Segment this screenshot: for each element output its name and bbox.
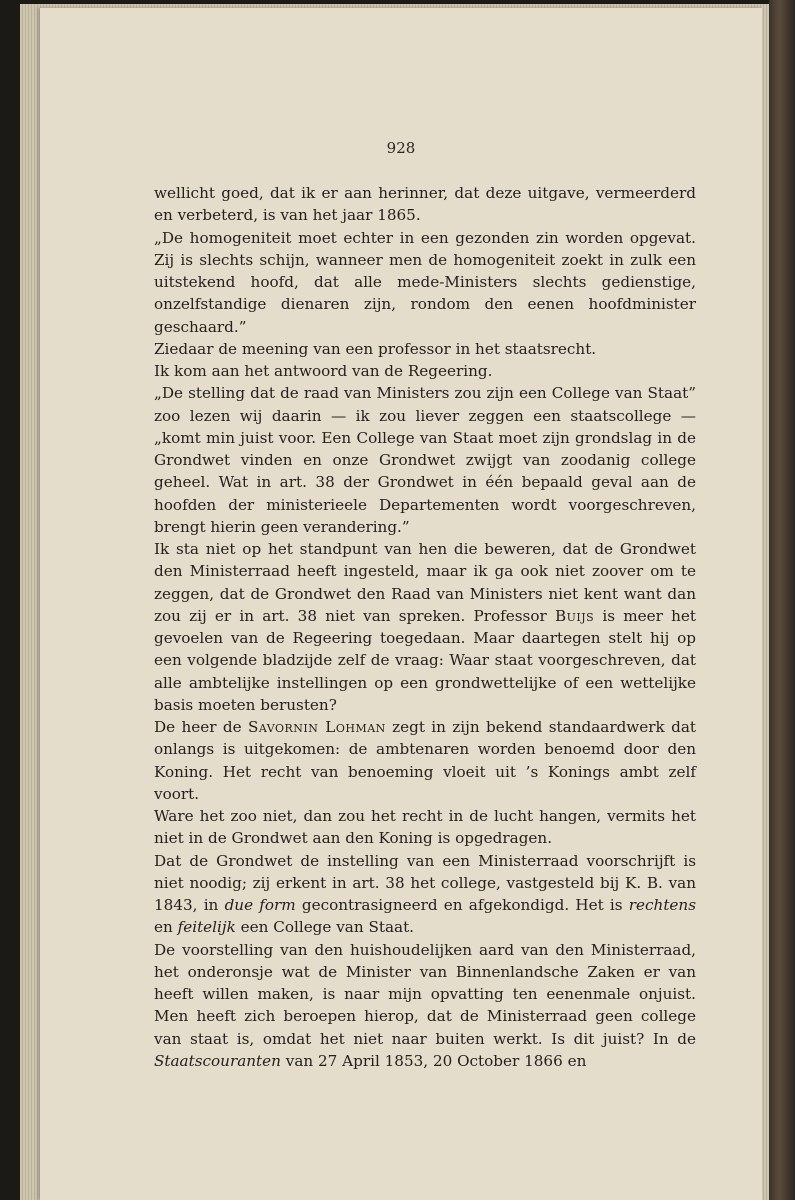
small-caps-name: Buijs bbox=[554, 606, 595, 625]
italic-text: Staatscouranten bbox=[154, 1051, 281, 1070]
text-run: een College van Staat. bbox=[235, 918, 415, 937]
paragraph bbox=[154, 338, 696, 360]
text-run: „De homogeniteit moet echter in een gezonden zin worden opgevat. Zij is slechts schijn, wanneer men de homogeniteit zoekt in zulk een uitstekend hoofd, dat alle mede-Ministers slechts gedienstige, onzelfstandige dienaren zijn, rondom den eenen hoofdminister geschaard.” bbox=[154, 228, 696, 336]
paragraph bbox=[154, 182, 696, 227]
paragraph bbox=[154, 382, 696, 538]
italic-text: rechtens bbox=[628, 896, 696, 914]
text-run: gecontrasigneerd en afgekondigd. Het is bbox=[295, 896, 629, 914]
paragraph bbox=[154, 850, 696, 939]
paragraph bbox=[154, 939, 696, 1073]
book-spine bbox=[769, 0, 795, 1200]
text-run: Dat de Grondwet de instelling van een Ministerraad voorschrijft is niet noodig; zij erkent in art. 38 het college, vastgesteld bij K. B. van 1843, in bbox=[154, 851, 696, 914]
page-number: 928 bbox=[386, 139, 416, 157]
text-run: is meer het gevoelen van de Regeering toegedaan. Maar daartegen stelt hij op een volgende bladzijde zelf de vraag: Waar staat voorgeschreven, dat alle ambtelijke instellingen op een grondwettelijke of een wettelijke basis moeten berusten? bbox=[154, 606, 696, 714]
small-caps-name: Savornin Lohman bbox=[247, 718, 386, 736]
text-run: Ware het zoo niet, dan zou het recht in de lucht hangen, vermits het niet in de Grondwet aan den Koning is opgedragen. bbox=[154, 807, 696, 848]
text-run: Ziedaar de meening van een professor in het staatsrecht. bbox=[154, 339, 597, 358]
paragraph bbox=[154, 360, 696, 382]
text-run: zegt in zijn bekend standaardwerk dat onlangs is uitgekomen: de ambtenaren worden benoemd door den Koning. Het recht van benoeming vloeit uit ’s Konings ambt zelf voort. bbox=[154, 718, 696, 803]
paragraph bbox=[154, 538, 696, 716]
italic-text: feitelijk bbox=[177, 918, 236, 937]
text-run: Ik sta niet op het standpunt van hen die beweren, dat de Grondwet den Ministerraad heeft ingesteld, maar ik ga ook niet zoover om te zeggen, dat de Grondwet den Raad van Ministers niet kent want dan zou zij er in art. 38 niet van spreken. Professor bbox=[154, 540, 696, 625]
text-run: en bbox=[154, 918, 178, 937]
paragraph bbox=[154, 805, 696, 850]
text-run: De voorstelling van den huishoudelijken aard van den Ministerraad, het onderonsje wat de Minister van Binnenlandsche Zaken er van heeft willen maken, is naar mijn opvatting ten eenenmale onjuist. Men heeft zich beroepen hierop, dat de Ministerraad geen college van staat is, omdat het niet naar buiten werkt. Is dit juist? In de bbox=[154, 940, 696, 1048]
paragraph bbox=[154, 227, 696, 338]
book-page bbox=[40, 8, 762, 1200]
text-run: van 27 April 1853, 20 October 1866 en bbox=[280, 1051, 587, 1070]
text-run: „De stelling dat de raad van Ministers zou zijn een College van Staat” zoo lezen wij daarin — ik zou liever zeggen een staatscollege — „komt min juist voor. Een College van Staat moet zijn grondslag in de Grondwet vinden en onze Grondwet zwijgt van zoodanig college geheel. Wat in art. 38 der Grondwet in één bepaald geval aan de hoofden der ministerieele Departementen wordt voorgeschreven, brengt hierin geen verandering.” bbox=[154, 384, 696, 536]
text-run: wellicht goed, dat ik er aan herinner, dat deze uitgave, vermeerderd en verbeterd, is van het jaar 1865. bbox=[154, 184, 696, 225]
body-text bbox=[154, 182, 696, 1072]
italic-text: due form bbox=[224, 896, 296, 914]
text-run: Ik kom aan het antwoord van de Regeering. bbox=[154, 362, 493, 380]
text-run: De heer de bbox=[154, 718, 248, 736]
paragraph bbox=[154, 716, 696, 805]
